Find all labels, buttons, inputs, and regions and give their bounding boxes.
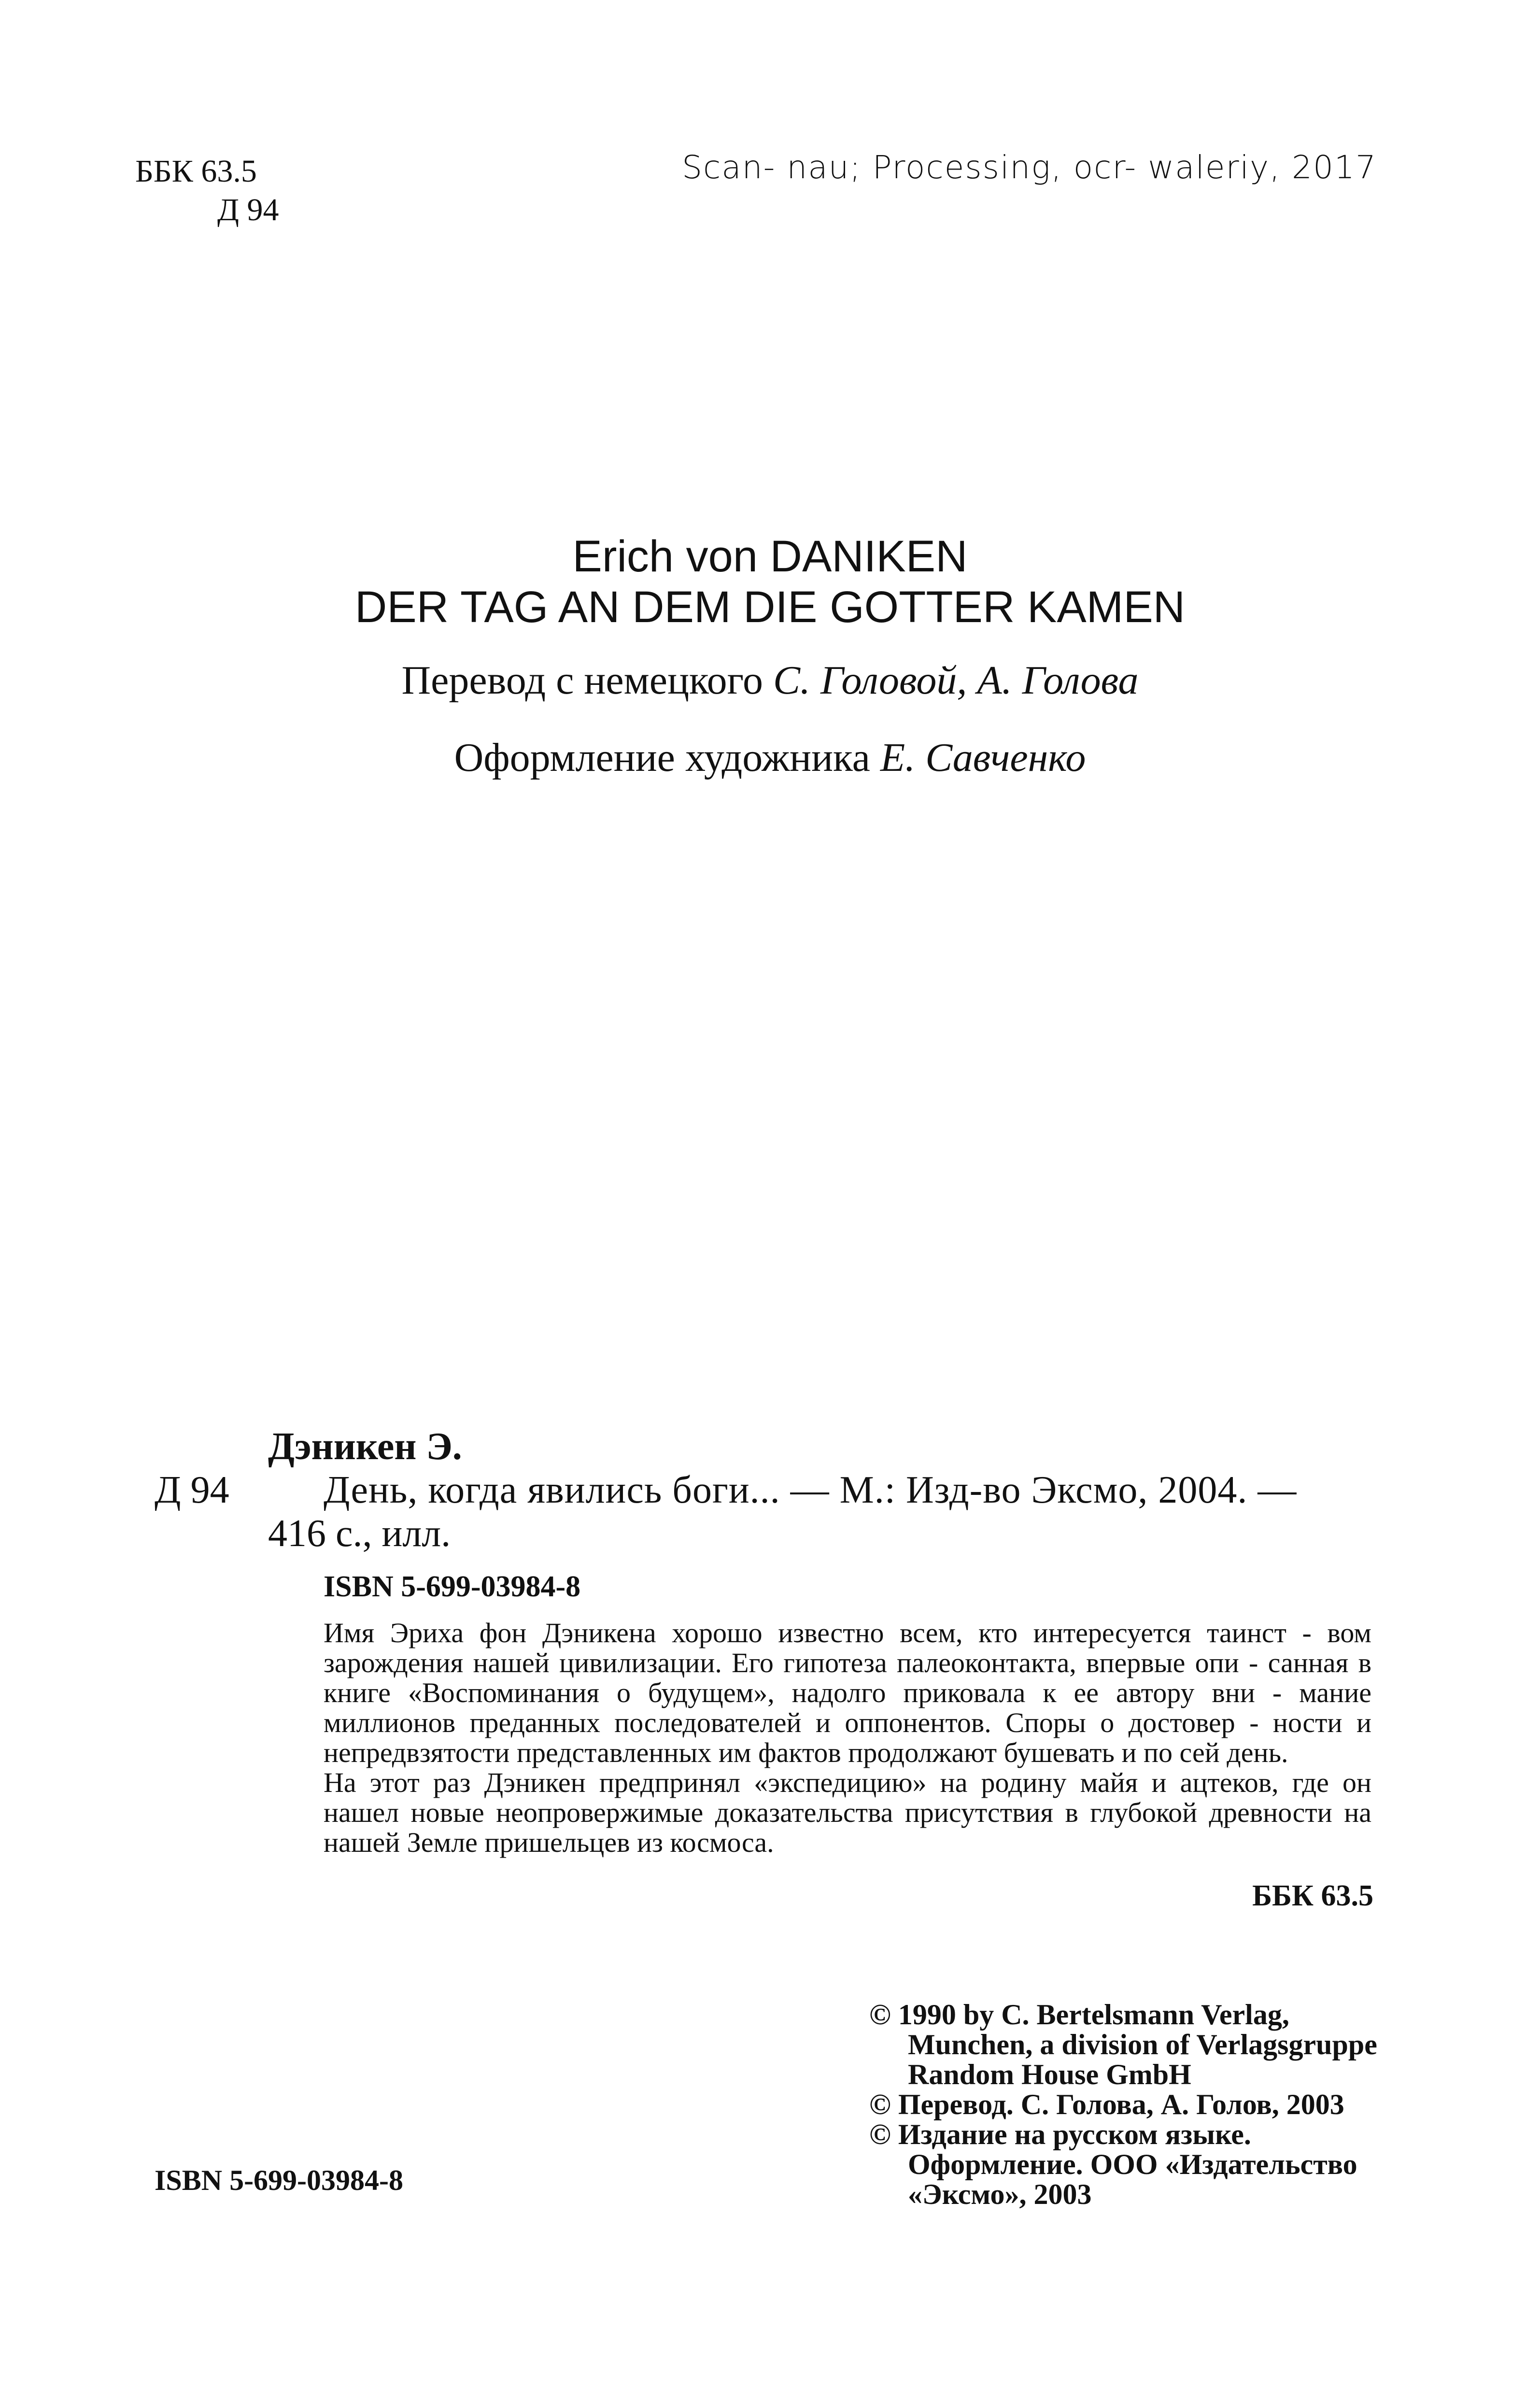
translation-prefix: Перевод с немецкого: [401, 658, 763, 703]
translation-credit: [0, 657, 1540, 704]
copyright-line: © Издание на русском языке.: [869, 2118, 1251, 2150]
catalog-pages-line: 416 с., илл.: [268, 1512, 451, 1555]
author-mark: Д 94: [217, 192, 279, 227]
scan-note: Scan- nau; Processing, ocr- waleriy, 2017: [682, 149, 1377, 186]
original-title: DER TAG AN DEM DIE GOTTER KAMEN: [354, 583, 1186, 632]
catalog-code: Д 94: [155, 1469, 229, 1511]
copyright-block: [869, 2000, 1400, 2209]
catalog-author: Дэникен Э.: [268, 1425, 462, 1468]
design-prefix: Оформление художника: [454, 735, 870, 780]
annotation-paragraph: Имя Эриха фон Дэникена хорошо известно всем, кто интересуется таинст - вом зарождения нашей цивилизации. Его гипотеза палеоконтакта, впервые опи - санная в книге «Воспоминания о будущем», надолго приковала к ее автору вни - мание миллионов преданных последователей и оппонентов. Споры о достовер - ности и непредвзятости представленных им фактов продолжают бушевать и по сей день.: [324, 1617, 1371, 1768]
copyright-line: Random House GmbH: [908, 2059, 1191, 2090]
footer-isbn: ISBN 5-699-03984-8: [155, 2164, 404, 2196]
copyright-line: © 1990 by C. Bertelsmann Verlag,: [869, 1999, 1289, 2031]
copyright-line: Munchen, a division of Verlagsgruppe: [908, 2029, 1377, 2060]
copyright-line: Оформление. ООО «Издательство: [908, 2148, 1357, 2180]
annotation-paragraph: На этот раз Дэникен предпринял «экспедицию» на родину майя и ацтеков, где он нашел новые неопровержимые доказательства присутствия в глубокой древности на нашей Земле пришельцев из космоса.: [324, 1767, 1371, 1858]
translators: С. Головой, А. Голова: [773, 658, 1139, 703]
catalog-bbk: ББК 63.5: [1252, 1879, 1373, 1912]
designer: Е. Савченко: [880, 735, 1086, 780]
copyright-line: © Перевод. С. Голова, А. Голов, 2003: [869, 2089, 1344, 2120]
bbk-code: ББК 63.5: [135, 154, 257, 189]
copyright-line: «Эксмо», 2003: [908, 2178, 1092, 2210]
original-author: Erich von DANIKEN: [572, 532, 968, 581]
bbk-header: [135, 152, 279, 229]
catalog-title-line: День, когда явились боги... — М.: Изд-во Эксмо, 2004. —: [324, 1469, 1297, 1511]
design-credit: [0, 734, 1540, 781]
annotation: [324, 1618, 1371, 1858]
catalog-isbn: ISBN 5-699-03984-8: [324, 1570, 581, 1603]
